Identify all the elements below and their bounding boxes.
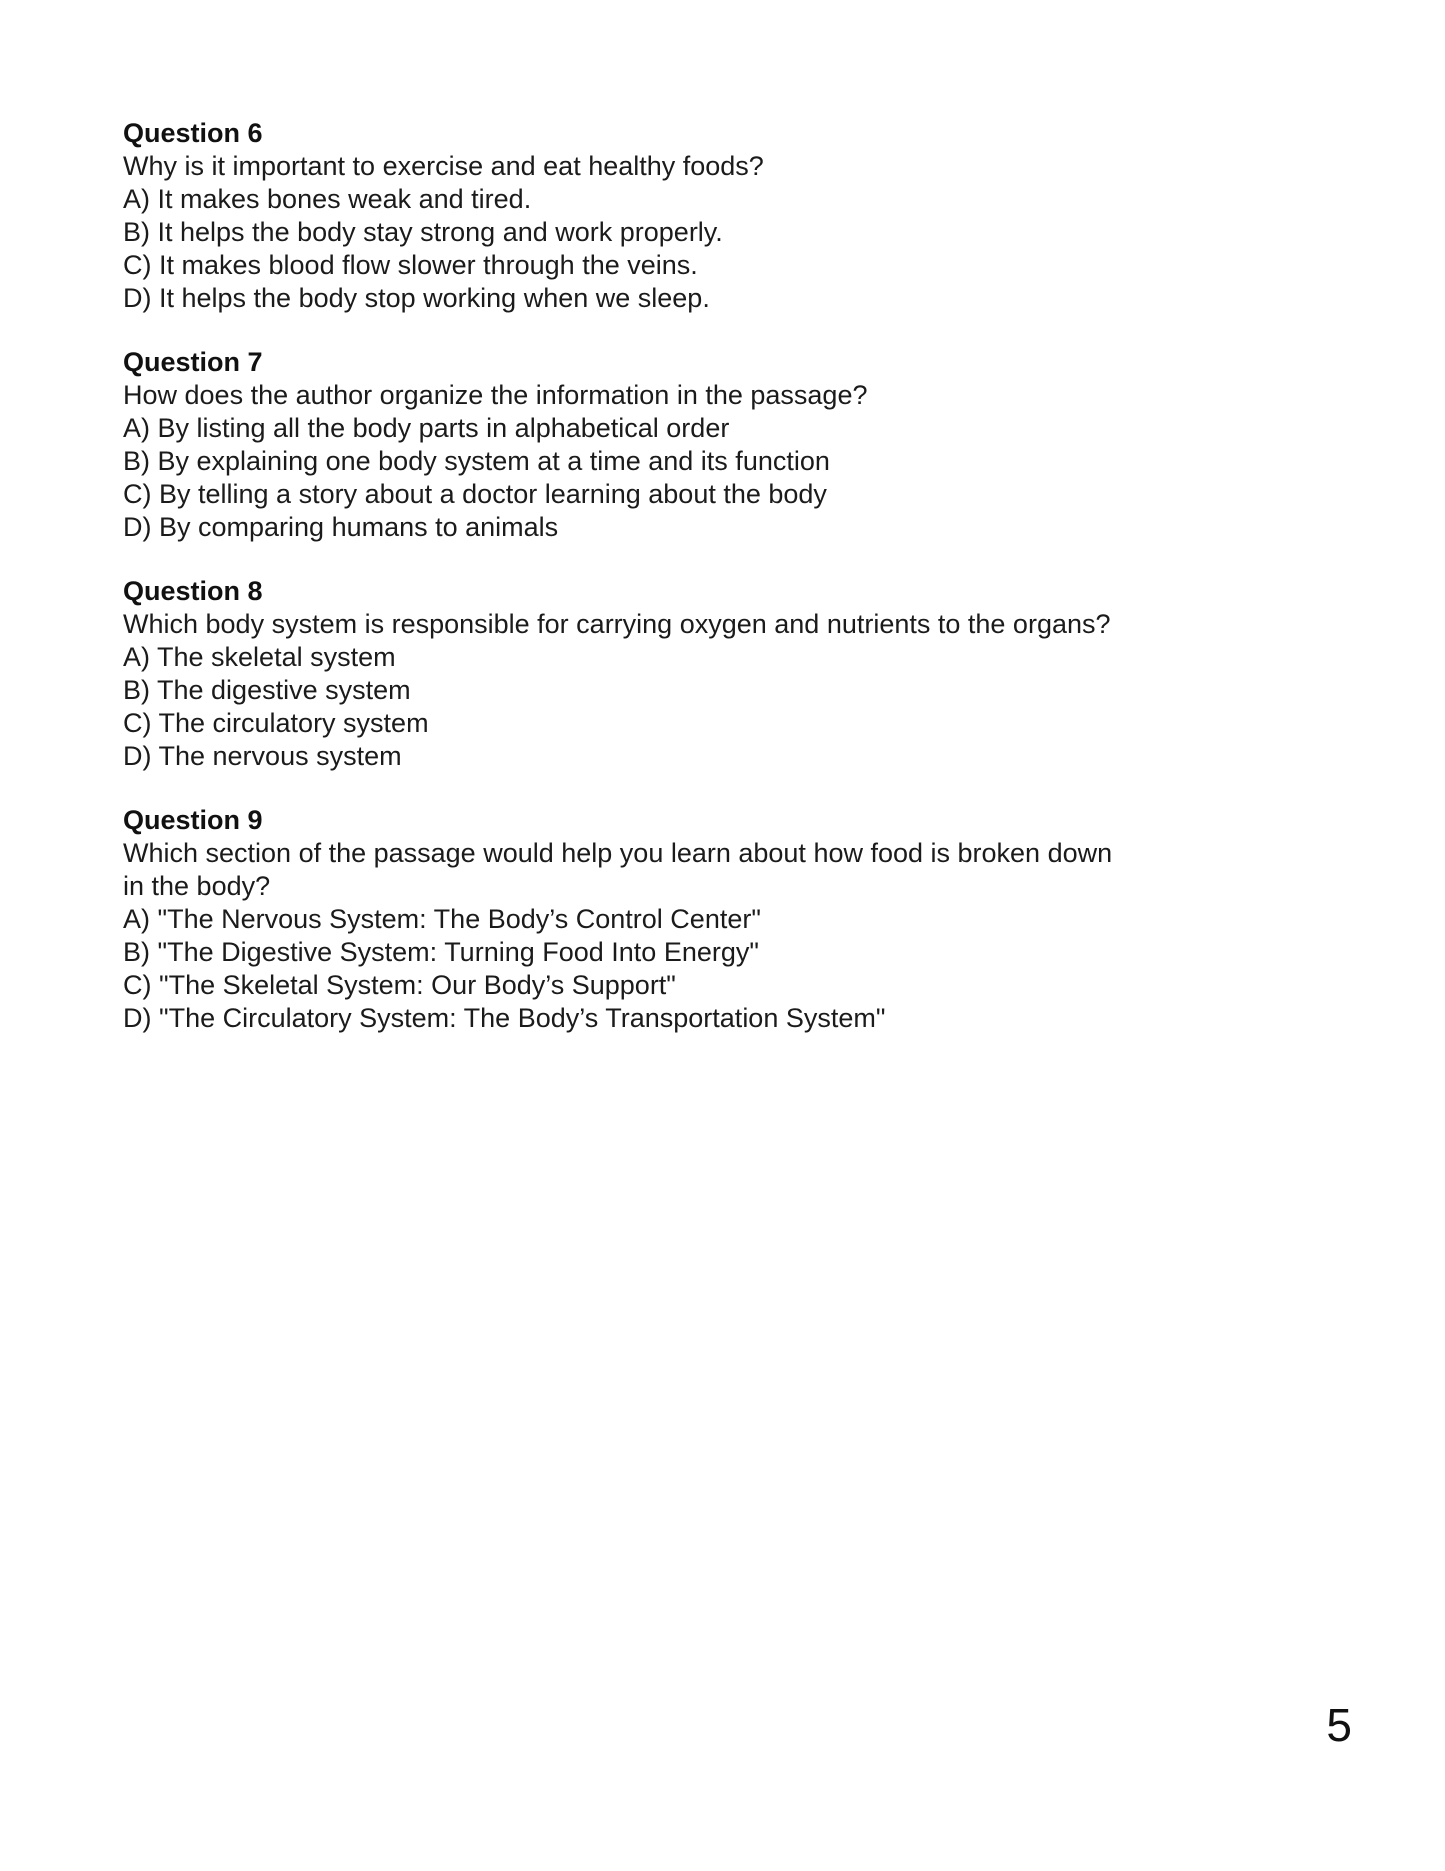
question-block-8	[123, 575, 1333, 773]
question-7-title: Question 7	[123, 347, 263, 377]
question-7-option-a: A) By listing all the body parts in alphabetical order	[123, 413, 730, 443]
question-9-prompt-line-1: Which section of the passage would help you learn about how food is broken down	[123, 838, 1113, 868]
question-6-option-a: A) It makes bones weak and tired.	[123, 184, 532, 214]
question-6-option-c: C) It makes blood flow slower through the veins.	[123, 250, 698, 280]
question-9-option-a: A) "The Nervous System: The Body’s Control Center"	[123, 904, 761, 934]
question-8-option-a: A) The skeletal system	[123, 642, 396, 672]
question-6-option-d: D) It helps the body stop working when we sleep.	[123, 283, 710, 313]
question-8-title: Question 8	[123, 576, 263, 606]
questions-area	[123, 117, 1333, 1066]
question-9-option-d: D) "The Circulatory System: The Body’s Transportation System"	[123, 1003, 886, 1033]
page-number: 5	[1326, 1699, 1352, 1751]
question-7-option-b: B) By explaining one body system at a time and its function	[123, 446, 830, 476]
question-8-option-b: B) The digestive system	[123, 675, 411, 705]
question-9-option-b: B) "The Digestive System: Turning Food Into Energy"	[123, 937, 759, 967]
question-6-prompt: Why is it important to exercise and eat healthy foods?	[123, 151, 764, 181]
question-7-option-c: C) By telling a story about a doctor learning about the body	[123, 479, 827, 509]
question-8-option-c: C) The circulatory system	[123, 708, 429, 738]
question-7-option-d: D) By comparing humans to animals	[123, 512, 559, 542]
question-9-prompt-line-2: in the body?	[123, 871, 271, 901]
question-9-title: Question 9	[123, 805, 263, 835]
question-9-option-c: C) "The Skeletal System: Our Body’s Support"	[123, 970, 676, 1000]
question-6-title: Question 6	[123, 118, 263, 148]
question-6-option-b: B) It helps the body stay strong and work properly.	[123, 217, 723, 247]
question-block-9	[123, 804, 1333, 1035]
question-8-prompt: Which body system is responsible for carrying oxygen and nutrients to the organs?	[123, 609, 1111, 639]
question-block-7	[123, 346, 1333, 544]
question-8-option-d: D) The nervous system	[123, 741, 402, 771]
question-7-prompt: How does the author organize the information in the passage?	[123, 380, 868, 410]
question-block-6	[123, 117, 1333, 315]
